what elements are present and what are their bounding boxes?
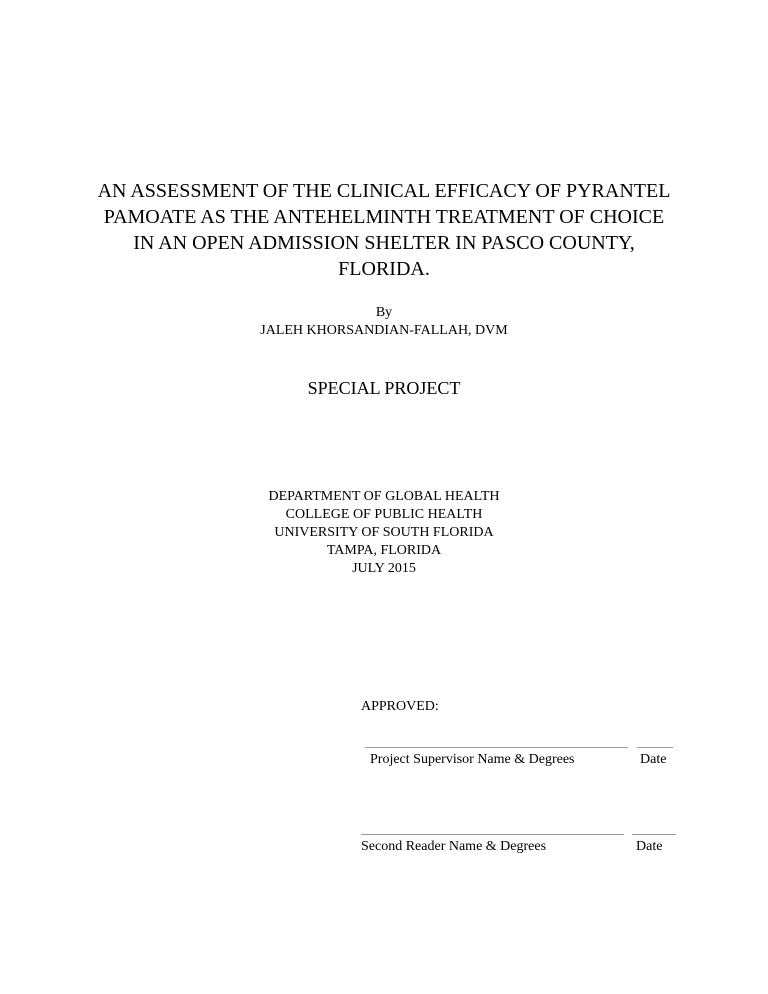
second-reader-name-label: Second Reader Name & Degrees [361,839,547,854]
title-line: IN AN OPEN ADMISSION SHELTER IN PASCO COUNTY, [133,232,635,254]
affiliation-line: DEPARTMENT OF GLOBAL HEALTH [268,489,500,504]
supervisor-name-label: Project Supervisor Name & Degrees [370,752,575,767]
affiliation-block [0,488,768,578]
author-name: JALEH KHORSANDIAN-FALLAH, DVM [260,323,508,338]
second-reader-signature-line [361,834,624,835]
affiliation-line: UNIVERSITY OF SOUTH FLORIDA [274,525,494,540]
supervisor-date-line [637,747,673,748]
second-reader-date-label: Date [636,839,663,854]
approved-heading: APPROVED: [361,699,439,714]
supervisor-signature-line [365,747,628,748]
supervisor-date-label: Date [640,752,667,767]
title-line: AN ASSESSMENT OF THE CLINICAL EFFICACY OF PYRANTEL [97,180,671,202]
document-title [70,178,698,282]
affiliation-line: TAMPA, FLORIDA [326,543,442,558]
title-line: FLORIDA. [338,258,430,280]
affiliation-line: JULY 2015 [352,561,416,576]
affiliation-line: COLLEGE OF PUBLIC HEALTH [285,507,483,522]
second-reader-date-line [632,834,676,835]
by-label: By [375,305,393,320]
project-type: SPECIAL PROJECT [307,378,461,398]
title-line: PAMOATE AS THE ANTEHELMINTH TREATMENT OF CHOICE [103,206,665,228]
